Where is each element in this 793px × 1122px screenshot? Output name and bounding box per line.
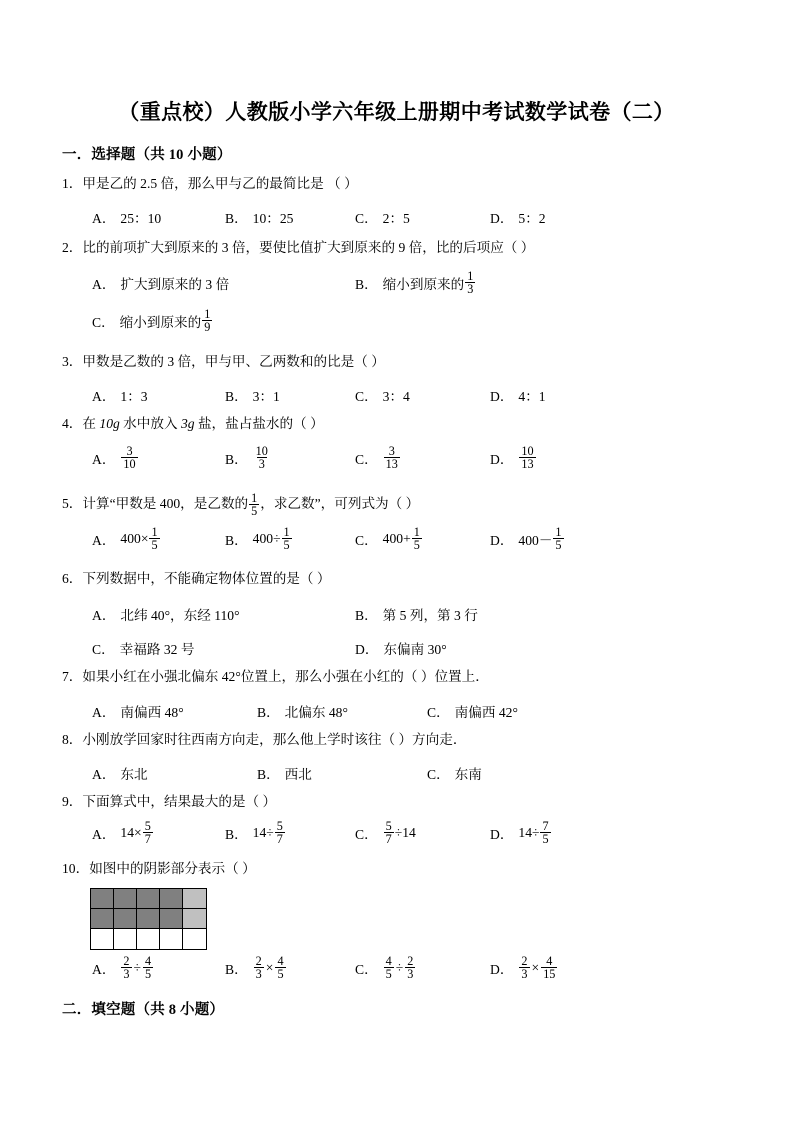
option-1-a[interactable]: A． 25：10 (92, 211, 162, 226)
quantity-water: 10g (99, 416, 120, 431)
grid-cell (137, 909, 160, 929)
grid-cell (114, 929, 137, 949)
question-1-options (62, 202, 752, 232)
grid-cell (160, 909, 183, 929)
question-2-options-row2 (62, 306, 752, 336)
question-10-text: 如图中的阴影部分表示（ ） (89, 861, 256, 876)
option-8-a[interactable]: A． 东北 (92, 767, 148, 782)
question-9-text: 下面算式中，结果最大的是（ ） (82, 794, 277, 809)
question-2-text: 比的前项扩大到原来的 3 倍，要使比值扩大到原来的 9 倍，比的后项应（ ） (82, 240, 535, 255)
question-2-number: 2． (62, 240, 83, 255)
option-10-d[interactable]: D． $\frac{2}{3}$ × $\frac{4}{15}$ (490, 953, 556, 981)
question-5-number: 5． (62, 496, 83, 512)
fraction: $\frac{3}{10}$ (123, 443, 136, 471)
fraction: $\frac{5}{7}$ (144, 818, 151, 846)
option-1-c[interactable]: C． 2：5 (355, 211, 410, 226)
fraction: $\frac{10}{13}$ (521, 443, 534, 471)
option-9-a[interactable]: A． 14× $\frac{5}{7}$ (92, 818, 151, 846)
question-1-number: 1． (62, 176, 83, 191)
option-6-c[interactable]: C． 幸福路 32 号 (92, 642, 195, 657)
grid-cell (160, 929, 183, 949)
fraction: $\frac{5}{7}$ (385, 818, 392, 846)
option-6-a[interactable]: A． 北纬 40°，东经 110° (92, 608, 240, 623)
fraction: $\frac{10}{3}$ (255, 443, 268, 471)
question-3-options (62, 380, 752, 410)
option-6-b[interactable]: B． 第 5 列，第 3 行 (355, 608, 478, 623)
grid-cell (114, 889, 137, 909)
option-7-a[interactable]: A． 南偏西 48° (92, 705, 184, 720)
option-2-b[interactable]: B． 缩小到原来的 $\frac{1}{3}$ (355, 268, 474, 296)
fraction: $\frac{2}{3}$ (521, 953, 528, 981)
grid-cell (137, 929, 160, 949)
question-5-options (62, 524, 752, 554)
option-2-c[interactable]: C． 缩小到原来的 $\frac{1}{9}$ (92, 306, 211, 334)
grid-cell (114, 909, 137, 929)
option-1-d[interactable]: D． 5：2 (490, 211, 546, 226)
grid-cell (91, 909, 114, 929)
option-8-c[interactable]: C． 东南 (427, 767, 482, 782)
question-8-options (62, 758, 752, 788)
section-header-fill-blank: 二．填空题（共 8 小题） (62, 1002, 225, 1018)
fraction: $\frac{1}{3}$ (467, 268, 474, 296)
option-10-b[interactable]: B． $\frac{2}{3}$ × $\frac{4}{5}$ (225, 953, 284, 981)
question-6-options-row2 (62, 633, 752, 663)
fraction: $\frac{4}{5}$ (144, 953, 152, 981)
option-4-b[interactable]: B． $\frac{10}{3}$ (225, 443, 268, 471)
grid-cell (137, 889, 160, 909)
question-10-options (62, 953, 752, 983)
option-7-b[interactable]: B． 北偏东 48° (257, 705, 348, 720)
question-6 (62, 570, 330, 588)
question-4-options (62, 443, 752, 473)
fraction: $\frac{1}{5}$ (413, 524, 420, 552)
question-5: 5．计算“甲数是 400，是乙数的 $\frac{1}{5}$ ，求乙数”，可列式为（ ） (62, 490, 420, 518)
question-1 (62, 175, 358, 193)
shaded-fraction-grid (90, 888, 207, 950)
option-3-b[interactable]: B． 3：1 (225, 389, 280, 404)
page-title: （重点校）人教版小学六年级上册期中考试数学试卷（二） (118, 100, 675, 124)
question-7-number: 7． (62, 669, 83, 684)
option-5-b[interactable]: B． 400÷ $\frac{1}{5}$ (225, 524, 290, 552)
fraction: $\frac{2}{3}$ (407, 953, 414, 981)
question-8-number: 8． (62, 732, 83, 747)
fraction: $\frac{3}{13}$ (385, 443, 398, 471)
fraction: $\frac{4}{15}$ (543, 953, 556, 981)
fraction: $\frac{1}{5}$ (251, 490, 258, 518)
fraction: $\frac{2}{3}$ (123, 953, 130, 981)
grid-cell (183, 889, 206, 909)
question-10-number: 10． (62, 861, 90, 876)
fraction: $\frac{4}{5}$ (385, 953, 392, 981)
option-8-b[interactable]: B． 西北 (257, 767, 312, 782)
question-3 (62, 353, 385, 371)
fraction: $\frac{2}{3}$ (255, 953, 262, 981)
question-6-number: 6． (62, 571, 83, 586)
question-8 (62, 731, 466, 749)
option-5-c[interactable]: C． 400+ $\frac{1}{5}$ (355, 524, 420, 552)
question-1-text: 甲是乙的 2.5 倍，那么甲与乙的最简比是 （ ） (82, 176, 358, 191)
grid-cell (91, 889, 114, 909)
option-1-b[interactable]: B． 10：25 (225, 211, 294, 226)
option-5-d[interactable]: D． 400－ $\frac{1}{5}$ (490, 524, 562, 552)
option-10-a[interactable]: A． $\frac{2}{3}$ ÷ $\frac{4}{5}$ (92, 953, 152, 981)
option-4-a[interactable]: A． $\frac{3}{10}$ (92, 443, 136, 471)
option-4-d[interactable]: D． $\frac{10}{13}$ (490, 443, 534, 471)
option-3-a[interactable]: A． 1：3 (92, 389, 148, 404)
fraction: $\frac{7}{5}$ (542, 818, 549, 846)
fraction: $\frac{4}{5}$ (277, 953, 284, 981)
option-10-c[interactable]: C． $\frac{4}{5}$ ÷ $\frac{2}{3}$ (355, 953, 414, 981)
question-4-number: 4． (62, 416, 83, 431)
grid-cell (183, 929, 206, 949)
question-9 (62, 793, 276, 811)
question-4: 4．在 10g 水中放入 3g 盐，盐占盐水的（ ） (62, 416, 324, 431)
question-7-text: 如果小红在小强北偏东 42°位置上，那么小强在小红的（ ）位置上． (82, 669, 489, 684)
option-3-c[interactable]: C． 3：4 (355, 389, 410, 404)
option-5-a[interactable]: A． 400× $\frac{1}{5}$ (92, 524, 158, 552)
question-6-options-row1 (62, 599, 752, 629)
option-3-d[interactable]: D． 4：1 (490, 389, 546, 404)
question-8-text: 小刚放学回家时往西南方向走，那么他上学时该往（ ）方向走． (82, 732, 467, 747)
grid-cell (183, 909, 206, 929)
grid-cell (160, 889, 183, 909)
option-7-c[interactable]: C． 南偏西 42° (427, 705, 518, 720)
question-3-text: 甲数是乙数的 3 倍，甲与甲、乙两数和的比是（ ） (82, 354, 385, 369)
question-6-text: 下列数据中，不能确定物体位置的是（ ） (82, 571, 331, 586)
question-7-options (62, 696, 752, 726)
grid-cell (91, 929, 114, 949)
question-10 (62, 860, 256, 878)
option-2-a[interactable]: A． 扩大到原来的 3 倍 (92, 277, 230, 292)
question-3-number: 3． (62, 354, 83, 369)
question-9-number: 9． (62, 794, 83, 809)
fraction: $\frac{1}{5}$ (151, 524, 158, 552)
question-7 (62, 668, 489, 686)
fraction: $\frac{1}{9}$ (204, 306, 211, 334)
option-9-d[interactable]: D． 14÷ $\frac{7}{5}$ (490, 818, 549, 846)
fraction: $\frac{1}{5}$ (555, 524, 562, 552)
quantity-salt: 3g (180, 416, 195, 431)
section-header-choice: 一．选择题（共 10 小题） (62, 147, 232, 163)
option-4-c[interactable]: C． $\frac{3}{13}$ (355, 443, 398, 471)
option-9-b[interactable]: B． 14÷ $\frac{5}{7}$ (225, 818, 283, 846)
fraction: $\frac{5}{7}$ (276, 818, 283, 846)
question-2-options-row1 (62, 268, 752, 298)
question-9-options (62, 818, 752, 848)
question-2 (62, 239, 534, 257)
option-6-d[interactable]: D． 东偏南 30° (355, 642, 447, 657)
fraction: $\frac{1}{5}$ (283, 524, 290, 552)
option-9-c[interactable]: C． $\frac{5}{7}$ ÷14 (355, 818, 416, 846)
